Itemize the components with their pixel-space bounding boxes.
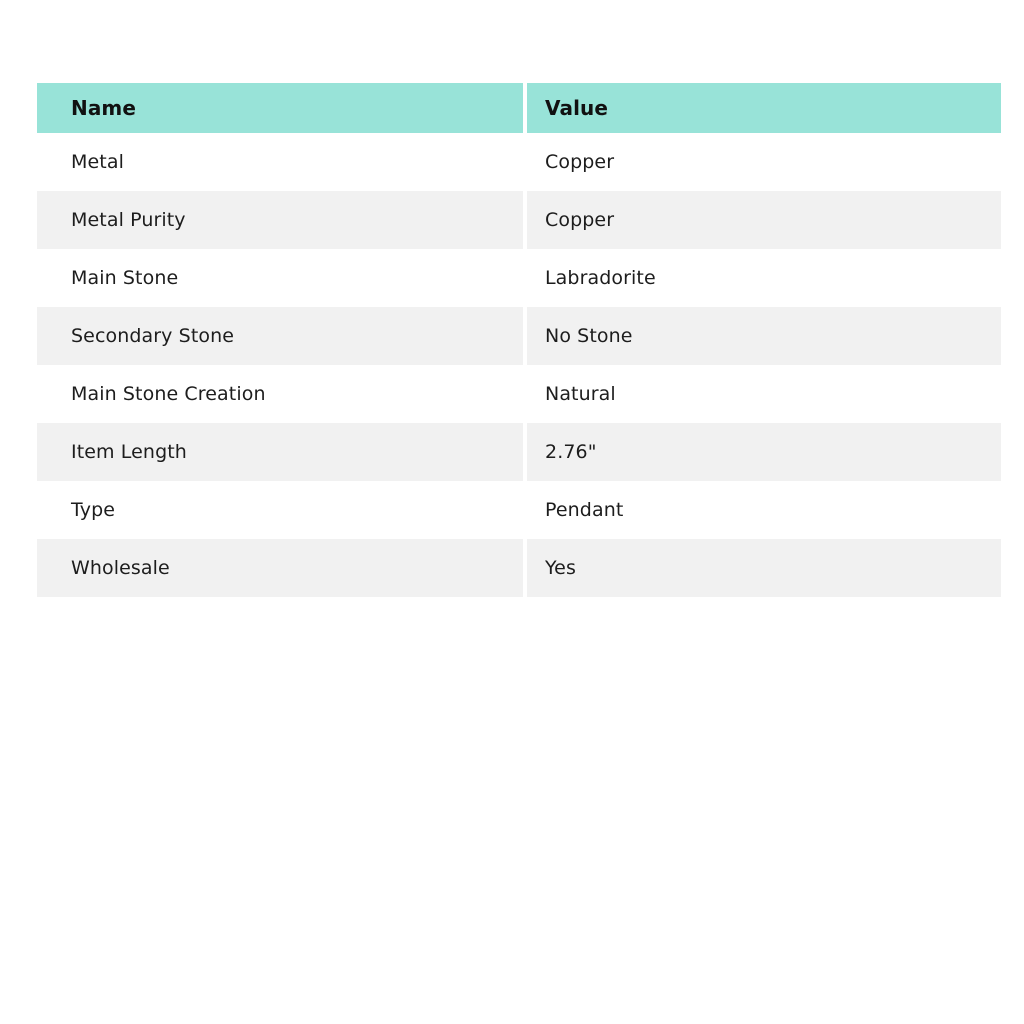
column-header-name: Name (37, 83, 523, 133)
attribute-value: Copper (527, 191, 1001, 249)
attribute-value: Yes (527, 539, 1001, 597)
table-row (37, 133, 1001, 191)
attribute-value: Natural (527, 365, 1001, 423)
attribute-value: Labradorite (527, 249, 1001, 307)
attribute-name: Wholesale (37, 539, 523, 597)
column-header-value: Value (527, 83, 1001, 133)
table-header-row (37, 83, 1001, 133)
attribute-value: Copper (527, 133, 1001, 191)
attribute-value: 2.76" (527, 423, 1001, 481)
attribute-name: Type (37, 481, 523, 539)
attribute-name: Metal Purity (37, 191, 523, 249)
table-row (37, 249, 1001, 307)
attribute-name: Secondary Stone (37, 307, 523, 365)
attribute-name: Metal (37, 133, 523, 191)
attribute-value: No Stone (527, 307, 1001, 365)
attribute-name: Item Length (37, 423, 523, 481)
table-row (37, 307, 1001, 365)
attribute-name: Main Stone Creation (37, 365, 523, 423)
table-row (37, 191, 1001, 249)
table-row (37, 423, 1001, 481)
table-row (37, 365, 1001, 423)
table-row (37, 481, 1001, 539)
attribute-value: Pendant (527, 481, 1001, 539)
attribute-name: Main Stone (37, 249, 523, 307)
table-row (37, 539, 1001, 597)
product-attributes-table (37, 83, 1001, 597)
